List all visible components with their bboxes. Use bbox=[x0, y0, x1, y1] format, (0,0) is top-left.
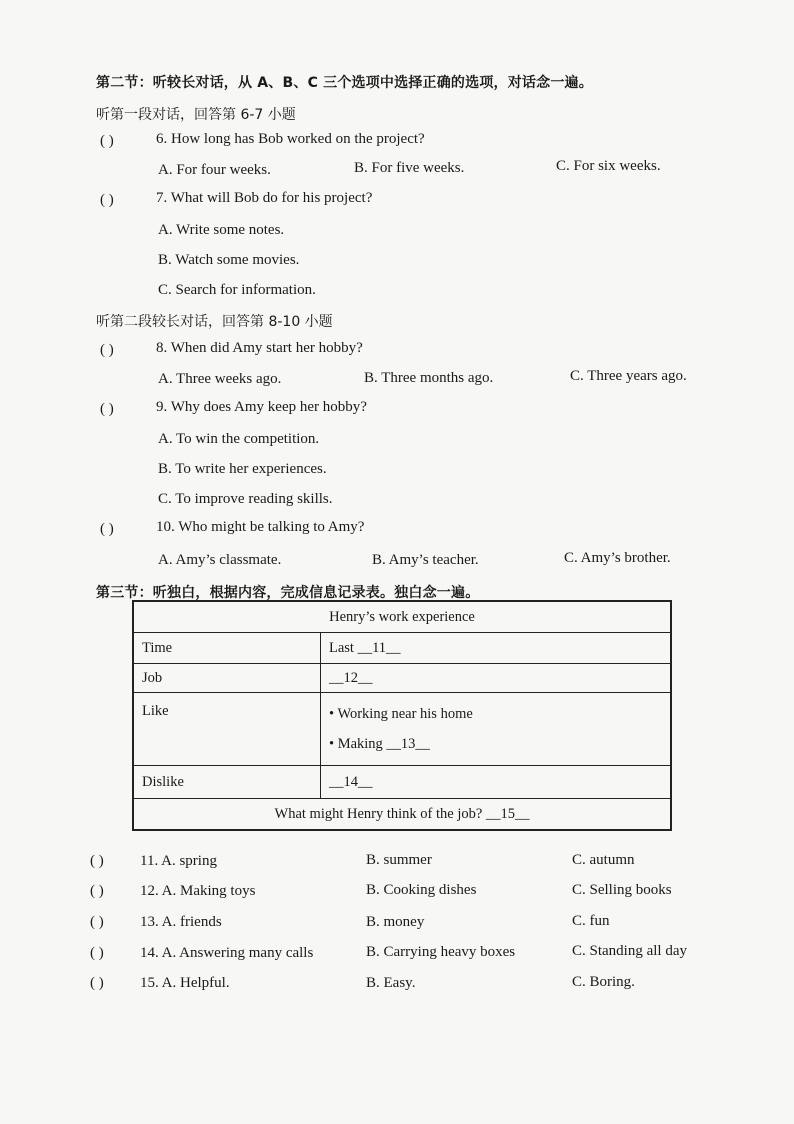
question-10: 10. Who might be talking to Amy? bbox=[156, 519, 365, 535]
q15-option-b: B. Easy. bbox=[366, 975, 416, 991]
question-6: 6. How long has Bob worked on the project? bbox=[156, 131, 425, 147]
q7-option-a: A. Write some notes. bbox=[158, 222, 285, 238]
answer-blank[interactable]: ( ) bbox=[90, 914, 104, 930]
question-8: 8. When did Amy start her hobby? bbox=[156, 340, 363, 356]
part2-instruction: 听第二段较长对话，回答第 8-10 小题 bbox=[96, 314, 333, 330]
q14-option-c: C. Standing all day bbox=[572, 943, 687, 959]
question-9: 9. Why does Amy keep her hobby? bbox=[156, 399, 367, 415]
part1-instruction: 听第一段对话，回答第 6-7 小题 bbox=[96, 107, 296, 123]
q9-option-a: A. To win the competition. bbox=[158, 431, 320, 447]
like-bullet-1: • Working near his home bbox=[329, 706, 473, 722]
q8-option-a: A. Three weeks ago. bbox=[158, 371, 282, 387]
q10-option-a: A. Amy’s classmate. bbox=[158, 552, 282, 568]
row-label-time: Time bbox=[133, 633, 321, 664]
like-bullet-2: • Making __13__ bbox=[329, 736, 430, 752]
q6-option-b: B. For five weeks. bbox=[354, 160, 465, 176]
q11-option-a: 11. A. spring bbox=[140, 853, 217, 869]
q6-option-c: C. For six weeks. bbox=[556, 158, 661, 174]
q12-option-a: 12. A. Making toys bbox=[140, 883, 256, 899]
q9-option-c: C. To improve reading skills. bbox=[158, 491, 333, 507]
q11-option-c: C. autumn bbox=[572, 852, 635, 868]
row-value-like bbox=[321, 693, 672, 766]
table-title: Henry’s work experience bbox=[133, 601, 671, 633]
q14-option-b: B. Carrying heavy boxes bbox=[366, 944, 516, 960]
q13-option-b: B. money bbox=[366, 914, 425, 930]
q11-option-b: B. summer bbox=[366, 852, 432, 868]
q14-option-a: 14. A. Answering many calls bbox=[140, 945, 314, 961]
q7-option-c: C. Search for information. bbox=[158, 282, 316, 298]
q15-option-c: C. Boring. bbox=[572, 974, 635, 990]
table-footer: What might Henry think of the job? __15__ bbox=[133, 799, 671, 831]
answer-blank[interactable]: ( ) bbox=[90, 883, 104, 899]
section3-heading: 第三节：听独白，根据内容，完成信息记录表。独白念一遍。 bbox=[96, 585, 480, 601]
section2-heading: 第二节：听较长对话，从 A、B、C 三个选项中选择正确的选项，对话念一遍。 bbox=[96, 75, 593, 91]
row-value-job: __12__ bbox=[321, 664, 672, 693]
answer-blank[interactable]: ( ) bbox=[100, 133, 114, 149]
answer-blank[interactable]: ( ) bbox=[100, 342, 114, 358]
q9-option-b: B. To write her experiences. bbox=[158, 461, 327, 477]
row-label-job: Job bbox=[133, 664, 321, 693]
q6-option-a: A. For four weeks. bbox=[158, 162, 271, 178]
question-7: 7. What will Bob do for his project? bbox=[156, 190, 373, 206]
q12-option-b: B. Cooking dishes bbox=[366, 882, 477, 898]
q13-option-c: C. fun bbox=[572, 913, 610, 929]
answer-blank[interactable]: ( ) bbox=[100, 192, 114, 208]
row-label-like: Like bbox=[133, 693, 321, 766]
info-record-table bbox=[132, 600, 672, 831]
row-value-time: Last __11__ bbox=[321, 633, 672, 664]
q12-option-c: C. Selling books bbox=[572, 882, 672, 898]
q15-option-a: 15. A. Helpful. bbox=[140, 975, 230, 991]
answer-blank[interactable]: ( ) bbox=[90, 853, 104, 869]
q8-option-b: B. Three months ago. bbox=[364, 370, 494, 386]
row-value-dislike: __14__ bbox=[321, 766, 672, 799]
q10-option-b: B. Amy’s teacher. bbox=[372, 552, 479, 568]
q7-option-b: B. Watch some movies. bbox=[158, 252, 300, 268]
q8-option-c: C. Three years ago. bbox=[570, 368, 687, 384]
q13-option-a: 13. A. friends bbox=[140, 914, 222, 930]
answer-blank[interactable]: ( ) bbox=[90, 975, 104, 991]
answer-blank[interactable]: ( ) bbox=[100, 401, 114, 417]
answer-blank[interactable]: ( ) bbox=[100, 521, 114, 537]
answer-blank[interactable]: ( ) bbox=[90, 945, 104, 961]
q10-option-c: C. Amy’s brother. bbox=[564, 550, 671, 566]
row-label-dislike: Dislike bbox=[133, 766, 321, 799]
